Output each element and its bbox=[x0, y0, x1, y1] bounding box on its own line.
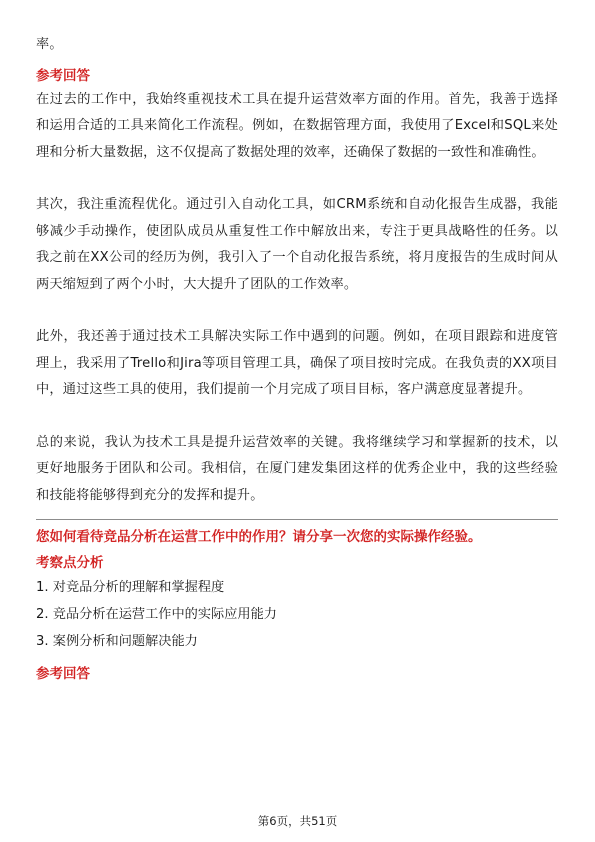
points-heading: 考察点分析 bbox=[36, 555, 104, 571]
paragraph-gap bbox=[36, 166, 558, 192]
page-number-footer: 第6页，共51页 bbox=[257, 814, 338, 828]
page-content bbox=[36, 32, 558, 685]
paragraph-gap bbox=[36, 404, 558, 430]
paragraph-gap bbox=[36, 298, 558, 324]
answer-paragraph-1: 在过去的工作中，我始终重视技术工具在提升运营效率方面的作用。首先，我善于选择和运用合适的工具来简化工作流程。例如，在数据管理方面，我使用了Excel和SQL来处理和分析大量数据，这不仅提高了数据处理的效率，还确保了数据的一致性和准确性。 bbox=[36, 91, 558, 160]
answer-paragraph-3: 此外，我还善于通过技术工具解决实际工作中遇到的问题。例如，在项目跟踪和进度管理上，我采用了Trello和Jira等项目管理工具，确保了项目按时完成。在我负责的XX项目中，通过这些工具的使用，我们提前一个月完成了项目目标，客户满意度显著提升。 bbox=[36, 329, 558, 397]
point-item-1: 1. 对竞品分析的理解和掌握程度 bbox=[36, 580, 225, 595]
point-item-3: 3. 案例分析和问题解决能力 bbox=[36, 634, 198, 649]
next-answer-heading: 参考回答 bbox=[36, 666, 90, 682]
answer-paragraph-2: 其次，我注重流程优化。通过引入自动化工具，如CRM系统和自动化报告生成器，我能够减少手动操作，使团队成员从重复性工作中解放出来，专注于更具战略性的任务。以我之前在XX公司的经历为例，我引入了一个自动化报告系统，将月度报告的生成时间从两天缩短到了两个小时，大大提升了团队的工作效率。 bbox=[36, 197, 558, 292]
intro-tail-text: 率。 bbox=[36, 37, 63, 52]
point-item-2: 2. 竞品分析在运营工作中的实际应用能力 bbox=[36, 607, 277, 622]
answer-heading: 参考回答 bbox=[36, 67, 90, 84]
next-question-title: 您如何看待竞品分析在运营工作中的作用？请分享一次您的实际操作经验。 bbox=[36, 529, 482, 545]
section-divider bbox=[36, 519, 558, 520]
answer-paragraph-4: 总的来说，我认为技术工具是提升运营效率的关键。我将继续学习和掌握新的技术，以更好地服务于团队和公司。我相信，在厦门建发集团这样的优秀企业中，我的这些经验和技能将能够得到充分的发挥和提升。 bbox=[36, 434, 558, 503]
